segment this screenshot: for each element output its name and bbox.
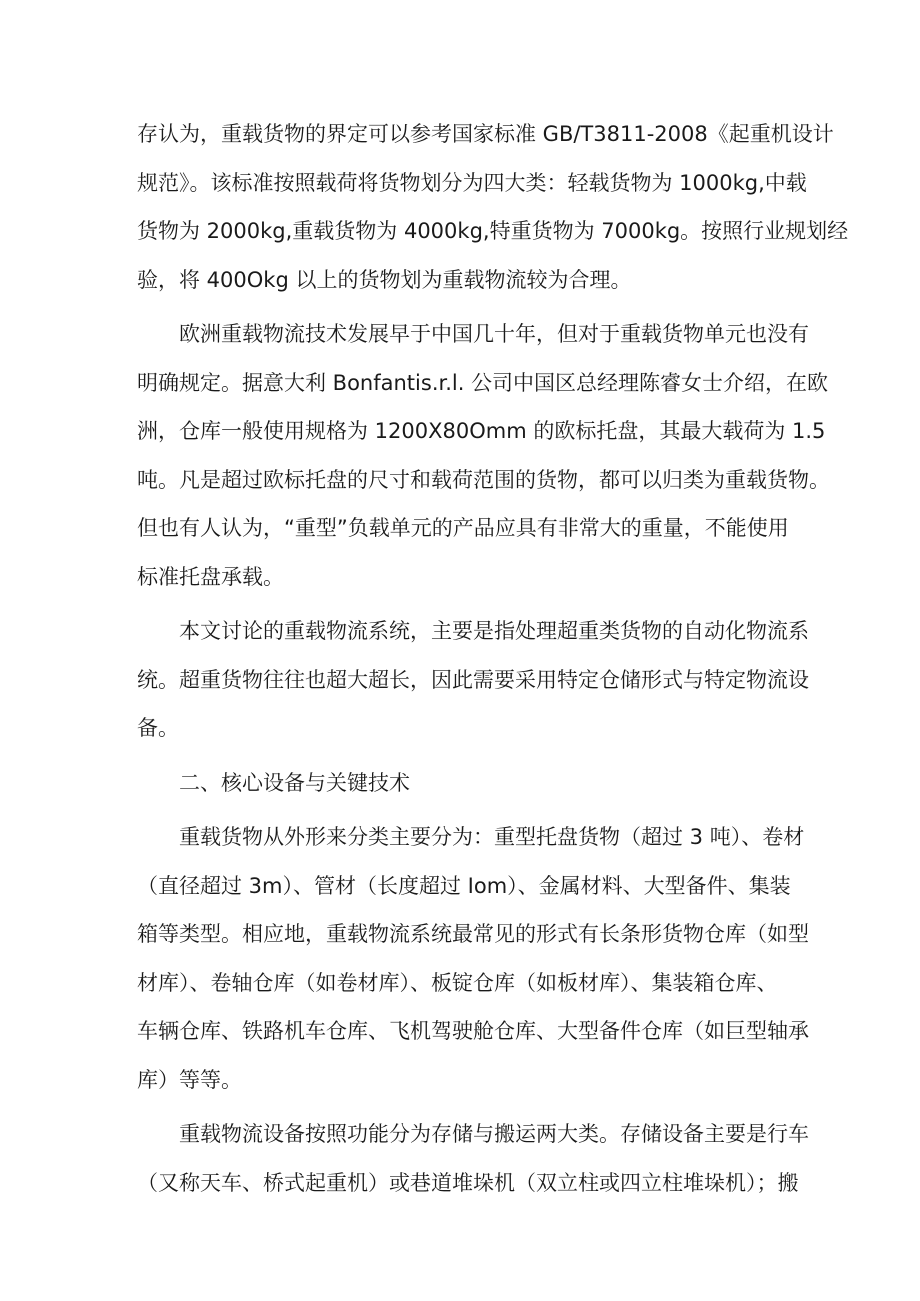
text-line: 规范》。该标准按照载荷将货物划分为四大类：轻载货物为 1000kg,中载 [137,170,807,195]
paragraph-equipment [137,1115,809,1212]
text-line: 明确规定。据意大利 Bonfantis.r.l. 公司中国区总经理陈睿女士介绍，在欧 [137,370,829,395]
text-line: 验，将 400Okg 以上的货物划为重载物流较为合理。 [137,267,632,292]
section-heading-text: 二、核心设备与关键技术 [179,770,410,795]
text-line: 备。 [137,716,179,740]
text-line: 重载货物从外形来分类主要分为：重型托盘货物（超过 3 吨）、卷材 [179,825,805,849]
paragraph-classification [137,818,809,1109]
text-line: 车辆仓库、铁路机车仓库、飞机驾驶舱仓库、大型备件仓库（如巨型轴承 [137,1019,809,1043]
section-heading [137,764,802,813]
text-line: 货物为 2000kg,重载货物为 4000kg,特重货物为 7000kg。按照行业规划经 [137,219,849,243]
document-body [137,115,849,1218]
text-line: 洲，仓库一般使用规格为 1200X80Omm 的欧标托盘，其最大载荷为 1.5 [137,419,826,443]
paragraph-europe [137,315,830,606]
paragraph-standard-definition [137,115,849,309]
text-line: 重载物流设备按照功能分为存储与搬运两大类。存储设备主要是行车 [179,1122,809,1146]
text-line: 统。超重货物往往也超大超长，因此需要采用特定仓储形式与特定物流设 [137,667,809,692]
text-line: 库）等等。 [137,1067,242,1092]
text-line: 吨。凡是超过欧标托盘的尺寸和载荷范围的货物，都可以归类为重载货物。 [137,467,830,492]
text-line: 欧洲重载物流技术发展早于中国几十年，但对于重载货物单元也没有 [179,322,809,346]
text-line: 本文讨论的重载物流系统，主要是指处理超重类货物的自动化物流系 [179,619,809,643]
text-line: （又称天车、桥式起重机）或巷道堆垛机（双立柱或四立柱堆垛机）；搬 [137,1170,799,1195]
paragraph-scope [137,612,809,758]
text-line: 标准托盘承载。 [137,564,284,589]
text-line: 材库）、卷轴仓库（如卷材库）、板锭仓库（如板材库）、集装箱仓库、 [137,970,778,995]
text-line: （直径超过 3m）、管材（长度超过 Iom）、金属材料、大型备件、集装 [137,873,791,898]
text-line: 箱等类型。相应地，重载物流系统最常见的形式有长条形货物仓库（如型 [137,922,809,946]
text-line: 存认为，重载货物的界定可以参考国家标准 GB/T3811-2008《起重机设计 [137,122,834,146]
text-line: 但也有人认为，“重型”负载单元的产品应具有非常大的重量，不能使用 [137,516,789,540]
